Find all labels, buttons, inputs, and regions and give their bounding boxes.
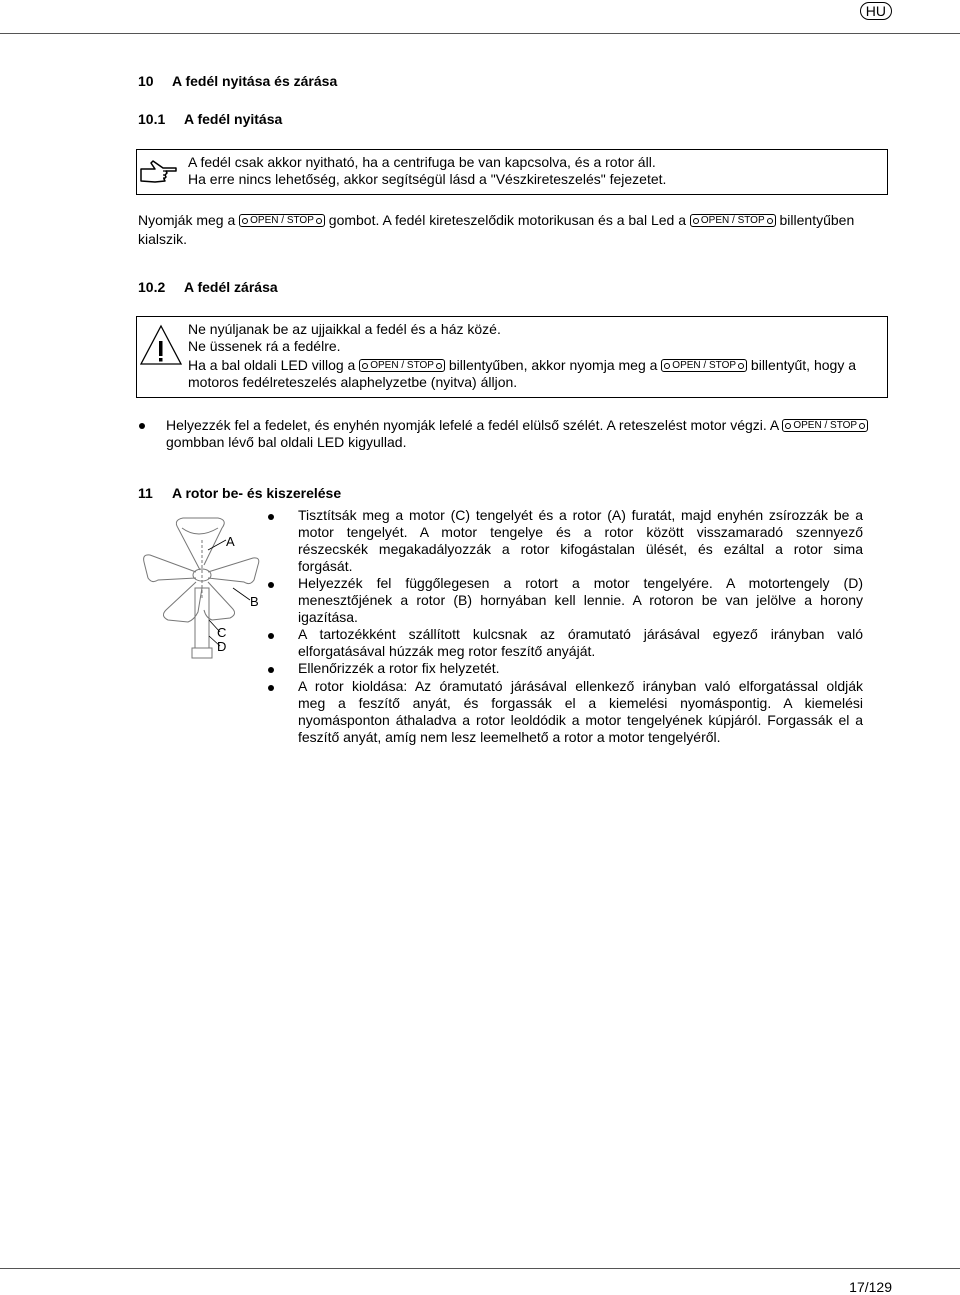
text: Nyomják meg a (138, 212, 236, 228)
text: motor tengelyét. A motor tengelye és a rotor között visszamaradó szennyező (298, 524, 863, 540)
bullet (139, 423, 145, 429)
figure-label-c: C (217, 625, 227, 640)
close-bullet-paragraph (166, 417, 868, 451)
section-title: A fedél nyitása (184, 111, 283, 127)
section-title: A rotor be- és kiszerelése (172, 485, 342, 501)
open-stop-button: OPEN / STOP (239, 214, 325, 227)
bullet (268, 514, 274, 520)
rotor-diagram (138, 510, 273, 665)
rotor-step-2 (298, 575, 863, 626)
open-stop-button: OPEN / STOP (359, 359, 445, 372)
text: A rotor kioldása: Az óramutató járásával ellenkező irányban való elforgatással oldják (298, 678, 863, 694)
figure-label-d: D (217, 639, 227, 654)
text: feszítő anyát, amíg nem lesz leemelhető a rotor a motor tengelyéről. (298, 729, 721, 745)
text: forgását. (298, 558, 353, 574)
section-number: 10.2 (138, 279, 166, 295)
section-title: A fedél zárása (184, 279, 278, 295)
text: igazítása. (298, 609, 358, 625)
note-line: A fedél csak akkor nyitható, ha a centrifuga be van kapcsolva, és a rotor áll. (188, 154, 656, 170)
text: Ellenőrizzék a rotor fix helyzetét. (298, 660, 500, 676)
section-number: 10 (138, 73, 154, 89)
bullet (268, 667, 274, 673)
figure-label-a: A (226, 534, 235, 549)
rotor-step-4 (298, 660, 863, 677)
footer-rule (0, 1268, 960, 1269)
open-stop-button: OPEN / STOP (782, 419, 868, 432)
text: A tartozékként szállított kulcsnak az óramutató járásával egyező irányban való (298, 626, 863, 642)
warning-line: motoros fedélreteszelés alaphelyzetbe (nyitva) álljon. (188, 374, 518, 390)
section-number: 11 (138, 485, 153, 501)
text: menesztőjének a rotor (B) hornyában kell lennie. A rotoron be van jelölve a horony (298, 592, 863, 608)
warning-box (136, 316, 888, 398)
language-badge: HU (860, 2, 892, 20)
text: gombot. A fedél kireteszelődik motorikusan és a bal Led a (328, 212, 686, 228)
bullet (268, 633, 274, 639)
text: gombban lévő bal oldali LED kigyullad. (166, 434, 407, 450)
note-box (136, 149, 888, 195)
warning-triangle-icon (139, 324, 183, 366)
bullet (268, 582, 274, 588)
text: Helyezzék fel a fedelet, és enyhén nyomják lefelé a fedél elülső szélét. A reteszelést motor végzi. A (166, 417, 779, 433)
text: billentyűt, hogy a (750, 357, 856, 373)
text: részecskék megakadályozzák a rotor kifogástalan ülését, és ezáltal a rotor sima (298, 541, 863, 557)
section-10-2-heading (138, 279, 278, 295)
text: Ha a bal oldali LED villog a (188, 357, 356, 373)
open-stop-button: OPEN / STOP (690, 214, 776, 227)
pointing-hand-icon (139, 159, 179, 185)
note-line: Ha erre nincs lehetőség, akkor segítségül lásd a "Vészkireteszelés" fejezetet. (188, 171, 667, 187)
figure-label-b: B (250, 594, 259, 609)
text: meg a feszítő anyát, és forgassák el a kiemelési nyomáspontig. A kiemelési (298, 695, 863, 711)
section-10-heading (138, 73, 337, 89)
warning-line (188, 357, 856, 374)
page-number: 17/129 (849, 1279, 892, 1295)
rotor-step-3 (298, 626, 863, 660)
open-stop-button: OPEN / STOP (661, 359, 747, 372)
text: elforgatásával húzzák meg rotor feszítő anyáját. (298, 643, 596, 659)
text: billentyűben, akkor nyomja meg a (448, 357, 658, 373)
header-rule (0, 33, 960, 34)
open-instruction-paragraph (138, 211, 890, 249)
section-title: A fedél nyitása és zárása (172, 73, 338, 89)
rotor-step-1 (298, 507, 863, 575)
text: kialszik. (138, 231, 188, 247)
text: billentyűben (779, 212, 855, 228)
bullet (268, 685, 274, 691)
text: Helyezzék fel függőlegesen a rotort a motor tengelyére. A motortengely (D) (298, 575, 863, 591)
rotor-step-5 (298, 678, 863, 746)
section-number: 10.1 (138, 111, 166, 127)
text: nyomásponton áthaladva a rotor leoldódik a motor tengelyének kúpjáról. Forgassák el a (298, 712, 863, 728)
section-11-heading (138, 485, 341, 501)
text: Tisztítsák meg a motor (C) tengelyét és a rotor (A) furatát, majd enyhén zsírozzák be a (298, 507, 863, 523)
warning-line: Ne üssenek rá a fedélre. (188, 338, 341, 354)
warning-line: Ne nyúljanak be az ujjaikkal a fedél és a ház közé. (188, 321, 501, 337)
section-10-1-heading (138, 111, 282, 127)
